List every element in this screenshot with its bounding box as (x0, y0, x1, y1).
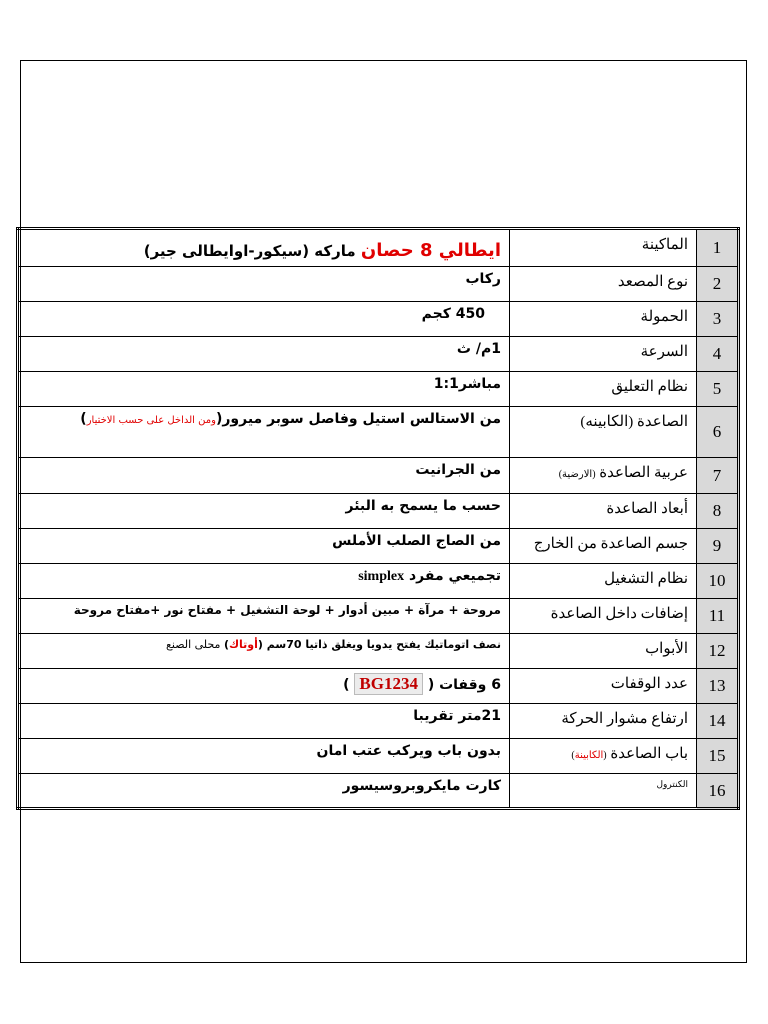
row-number: 8 (697, 494, 739, 529)
row-number: 14 (697, 704, 739, 739)
row-label: نوع المصعد (510, 267, 697, 302)
row-number: 11 (697, 599, 739, 634)
row-label: عدد الوقفات (510, 669, 697, 704)
table-row (18, 494, 739, 529)
row-number: 5 (697, 372, 739, 407)
table-row (18, 739, 739, 774)
table-row (18, 407, 739, 458)
row-value: نصف اتوماتيك يفتح يدويا ويغلق ذاتيا 70سم (أوتاك) محلى الصنع (18, 634, 510, 669)
row-number: 6 (697, 407, 739, 458)
row-number: 10 (697, 564, 739, 599)
table-row (18, 599, 739, 634)
cabin-material: من الاستالس استيل وفاصل سوبر ميرور (222, 411, 501, 427)
machine-brand: ماركه (سيكور-اوايطالى جير) (143, 241, 361, 260)
row-label: عربية الصاعدة (الارضية) (510, 458, 697, 494)
table-row (18, 337, 739, 372)
row-number: 4 (697, 337, 739, 372)
row-number: 1 (697, 229, 739, 267)
row-number: 13 (697, 669, 739, 704)
stops-code: BG1234 (354, 673, 423, 695)
row-value: 1م/ ث (18, 337, 510, 372)
row-value: مروحة + مرآة + مبين أدوار + لوحة التشغيل + مفتاح نور +مفتاح مروحة (18, 599, 510, 634)
row-label: أبعاد الصاعدة (510, 494, 697, 529)
table-row (18, 529, 739, 564)
row-label: جسم الصاعدة من الخارج (510, 529, 697, 564)
row-value (18, 229, 510, 267)
row-value: بدون باب ويركب عتب امان (18, 739, 510, 774)
row-number: 7 (697, 458, 739, 494)
table-row (18, 669, 739, 704)
row-value: ركاب (18, 267, 510, 302)
row-label: نظام التشغيل (510, 564, 697, 599)
table-row (18, 267, 739, 302)
row-number: 3 (697, 302, 739, 337)
row-value: من الجرانيت (18, 458, 510, 494)
row-value: 21متر تقريبا (18, 704, 510, 739)
row-value: كارت مايكروبروسيسور (18, 774, 510, 809)
row-label: الحمولة (510, 302, 697, 337)
row-value: 450 كجم (18, 302, 510, 337)
table-row (18, 458, 739, 494)
elevator-spec-table (16, 227, 740, 810)
row-number: 12 (697, 634, 739, 669)
row-label: الأبواب (510, 634, 697, 669)
row-value: مباشر1:1 (18, 372, 510, 407)
row-label: ارتفاع مشوار الحركة (510, 704, 697, 739)
table-row (18, 302, 739, 337)
table-row (18, 372, 739, 407)
row-number: 15 (697, 739, 739, 774)
row-number: 2 (697, 267, 739, 302)
row-label: الكنترول (510, 774, 697, 809)
table-row (18, 704, 739, 739)
row-value: حسب ما يسمح به البئر (18, 494, 510, 529)
row-label: الصاعدة (الكابينه) (510, 407, 697, 458)
table-row (18, 229, 739, 267)
table-row (18, 774, 739, 809)
table-row (18, 634, 739, 669)
row-value: من الصاج الصلب الأملس (18, 529, 510, 564)
row-number: 9 (697, 529, 739, 564)
row-value: تجميعي مفرد simplex (18, 564, 510, 599)
row-value: من الاستالس استيل وفاصل سوبر ميرور(ومن الداخل على حسب الاختيار) (18, 407, 510, 458)
row-label: نظام التعليق (510, 372, 697, 407)
machine-type: ايطالي 8 حصان (360, 239, 501, 261)
table-row (18, 564, 739, 599)
cabin-interior-note: ومن الداخل على حسب الاختيار (86, 415, 216, 426)
row-label: السرعة (510, 337, 697, 372)
row-label: الماكينة (510, 229, 697, 267)
row-number: 16 (697, 774, 739, 809)
row-label: باب الصاعدة (الكابينة) (510, 739, 697, 774)
door-brand: أوتاك (228, 638, 258, 651)
row-label: إضافات داخل الصاعدة (510, 599, 697, 634)
row-value: 6 وقفات ( BG1234 ) (18, 669, 510, 704)
